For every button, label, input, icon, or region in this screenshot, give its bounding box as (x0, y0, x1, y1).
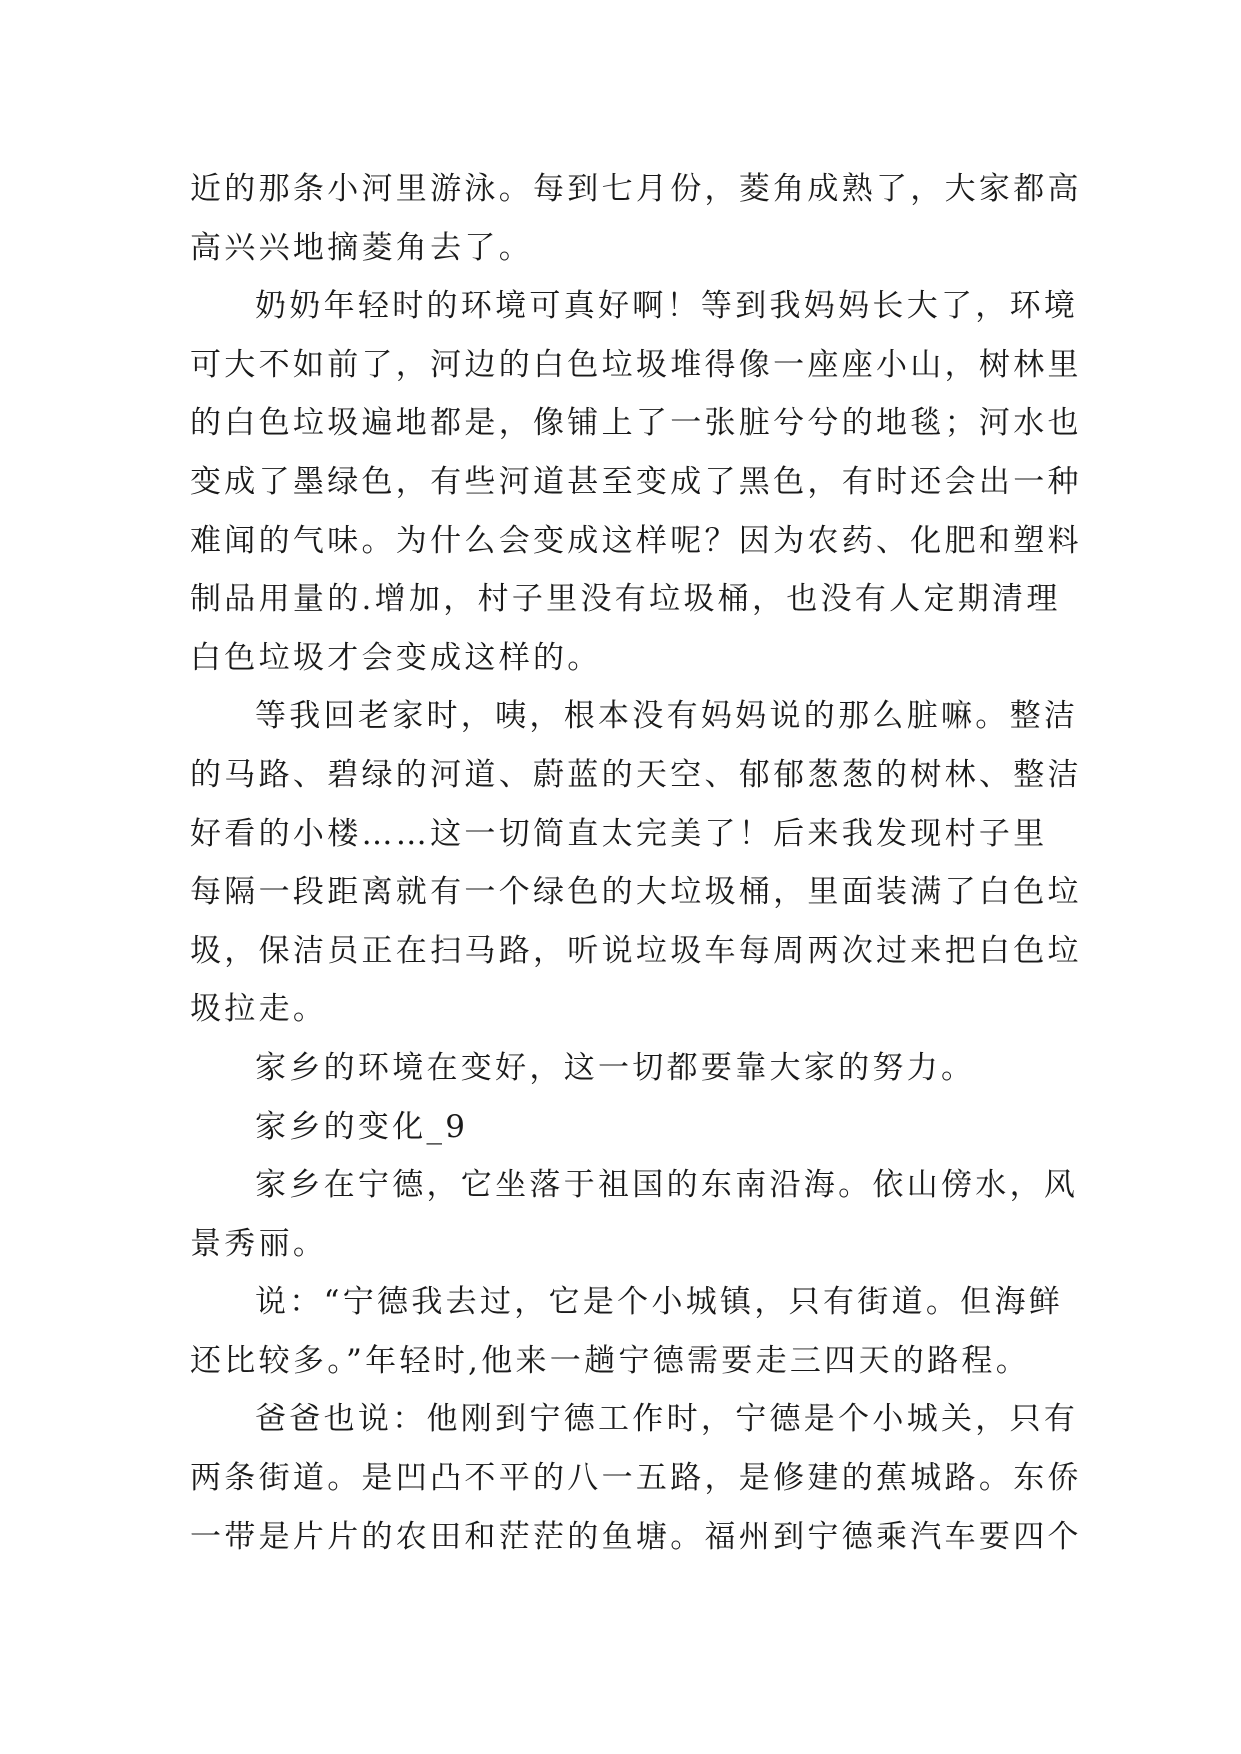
text-line: 高兴兴地摘菱角去了。 (190, 229, 533, 266)
text-line: 家乡的环境在变好，这一切都要靠大家的努力。 (255, 1049, 976, 1086)
text-line: 好看的小楼……这一切简直太完美了！后来我发现村子里 (190, 815, 1048, 852)
text-line: 一带是片片的农田和茫茫的鱼塘。福州到宁德乘汽车要四个 (190, 1518, 1082, 1555)
text-line: 变成了墨绿色，有些河道甚至变成了黑色，有时还会出一种 (190, 463, 1082, 500)
text-line: 的马路、碧绿的河道、蔚蓝的天空、郁郁葱葱的树林、整洁 (190, 756, 1082, 793)
text-line: 每隔一段距离就有一个绿色的大垃圾桶，里面装满了白色垃 (190, 874, 1082, 911)
text-line: 两条街道。是凹凸不平的八一五路，是修建的蕉城路。东侨 (190, 1460, 1082, 1497)
text-line: 景秀丽。 (190, 1225, 328, 1262)
text-line: 等我回老家时，咦，根本没有妈妈说的那么脏嘛。整洁 (255, 698, 1079, 735)
text-line: 爸爸也说：他刚到宁德工作时，宁德是个小城关，只有 (255, 1401, 1079, 1438)
text-line: 制品用量的.增加，村子里没有垃圾桶，也没有人定期清理 (190, 581, 1061, 618)
text-line: 圾拉走。 (190, 991, 328, 1028)
document-body (190, 160, 1082, 1566)
text-line: 还比较多。”年轻时,他来一趟宁德需要走三四天的路程。 (190, 1342, 1030, 1379)
text-line: 可大不如前了，河边的白色垃圾堆得像一座座小山，树林里 (190, 346, 1082, 383)
text-line: 圾，保洁员正在扫马路，听说垃圾车每周两次过来把白色垃 (190, 932, 1082, 969)
text-line: 白色垃圾才会变成这样的。 (190, 639, 602, 676)
text-line: 难闻的气味。为什么会变成这样呢？因为农药、化肥和塑料 (190, 522, 1082, 559)
text-line: 家乡在宁德，它坐落于祖国的东南沿海。依山傍水，风 (255, 1167, 1079, 1204)
text-line: 近的那条小河里游泳。每到七月份，菱角成熟了，大家都高 (190, 171, 1082, 207)
text-line: 说：“宁德我去过，它是个小城镇，只有街道。但海鲜 (255, 1284, 1064, 1321)
text-line: 的白色垃圾遍地都是，像铺上了一张脏兮兮的地毯；河水也 (190, 405, 1082, 442)
text-line: 家乡的变化_9 (255, 1108, 469, 1145)
text-line: 奶奶年轻时的环境可真好啊！等到我妈妈长大了，环境 (255, 288, 1079, 325)
